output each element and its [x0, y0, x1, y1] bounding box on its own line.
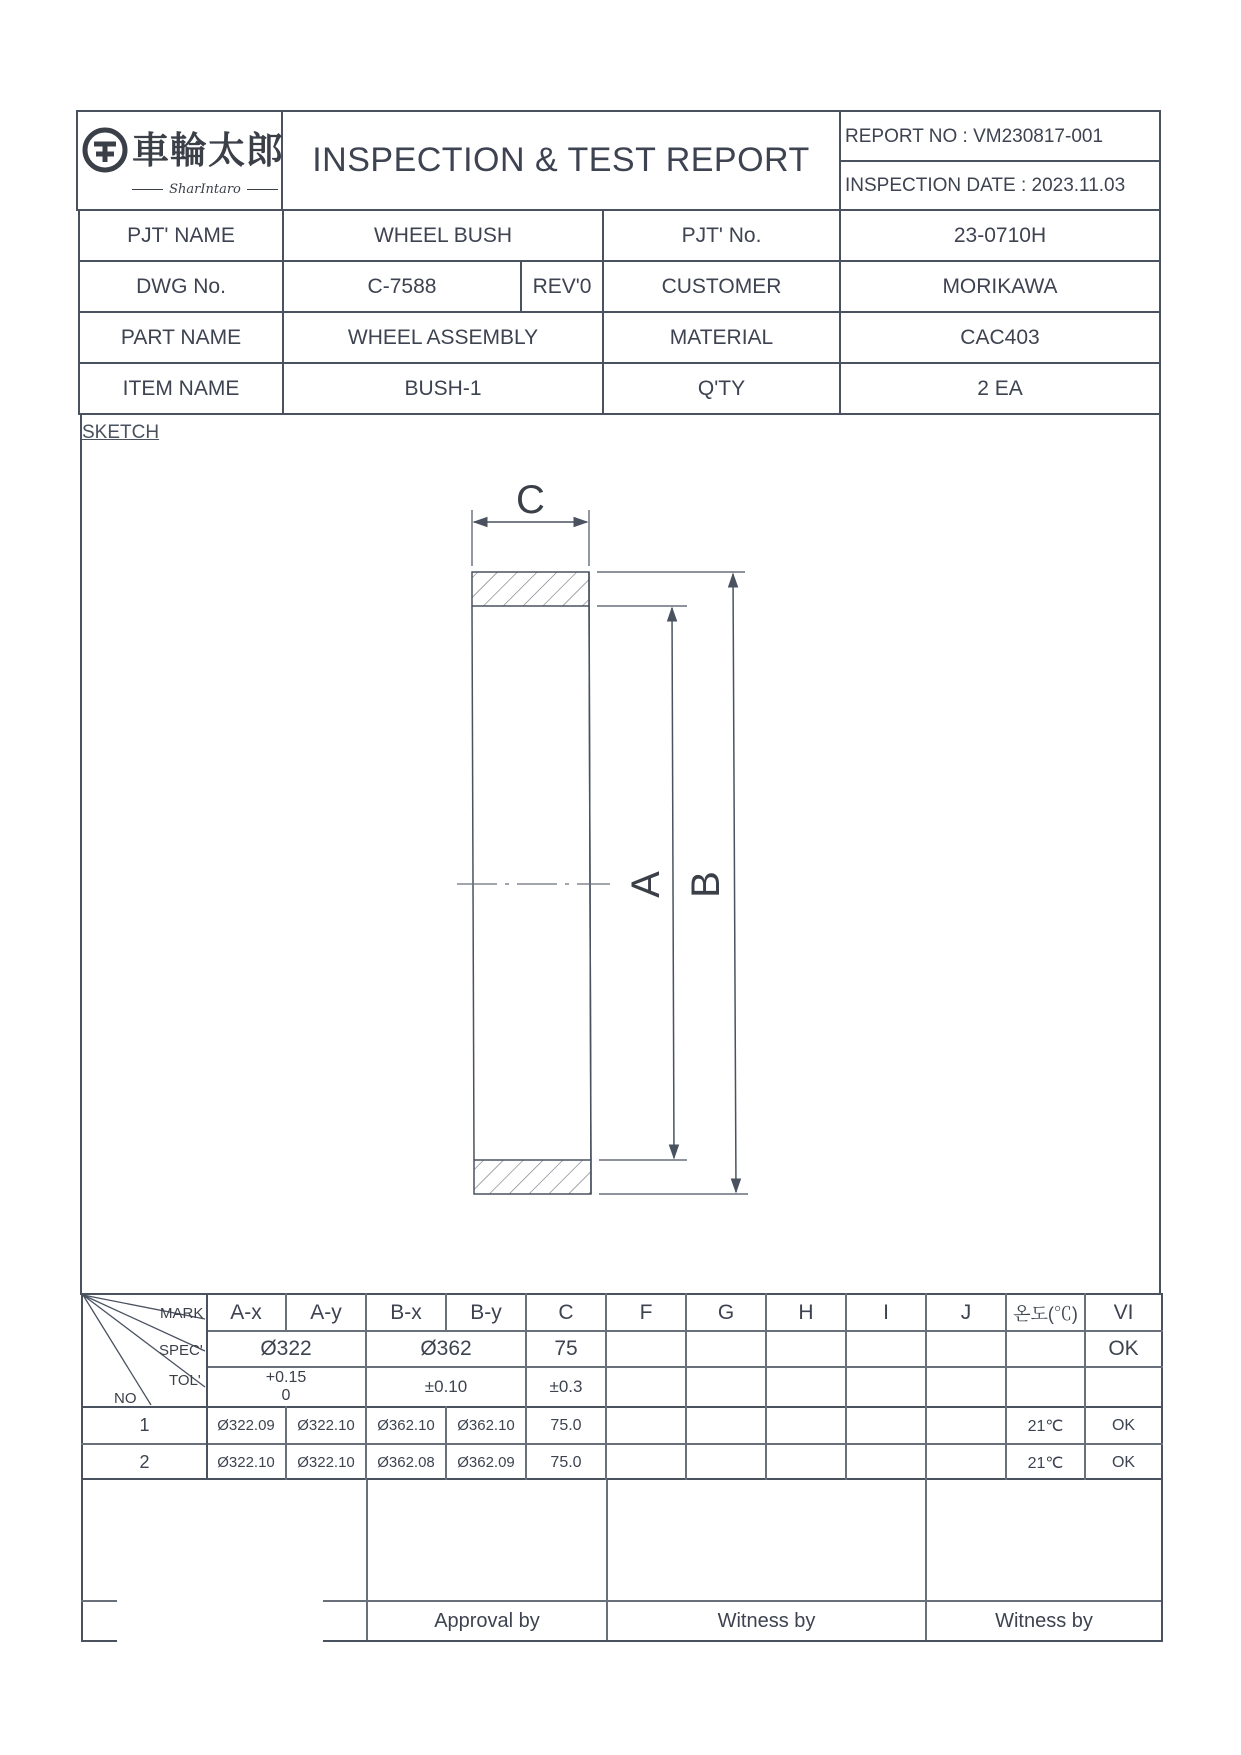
table-row-2-ay: Ø322.10: [297, 1454, 355, 1471]
table-row-2-ax: Ø322.10: [217, 1454, 275, 1471]
material-value: CAC403: [960, 325, 1040, 349]
tol-a-plus: +0.15: [265, 1369, 307, 1386]
item-name-value: BUSH-1: [404, 376, 482, 400]
col-header-by: B-y: [470, 1300, 502, 1324]
no-label: NO: [114, 1390, 137, 1407]
qty-label: Q'TY: [697, 376, 746, 400]
dim-c-label: C: [516, 478, 545, 522]
col-header-bx: B-x: [390, 1300, 422, 1324]
tol-b: ±0.10: [424, 1377, 468, 1396]
table-row-1-c: 75.0: [550, 1416, 582, 1434]
part-name-label: PART NAME: [120, 325, 242, 349]
pjt-no-value: 23-0710H: [953, 223, 1047, 247]
approval-by-label: Approval by: [434, 1609, 540, 1632]
spec-label: SPEC': [159, 1342, 203, 1359]
table-row-1-bx: Ø362.10: [377, 1417, 435, 1434]
pjt-name-label: PJT' NAME: [127, 223, 235, 247]
dim-a-line: [672, 608, 674, 1158]
witness-by-label-2: Witness by: [995, 1609, 1093, 1632]
table-row-1-by: Ø362.10: [457, 1417, 515, 1434]
table-row-2-no: 2: [139, 1452, 150, 1472]
col-header-i: I: [883, 1300, 889, 1324]
bush-wall-bottom: [474, 1160, 591, 1194]
pjt-name-value: WHEEL BUSH: [373, 223, 513, 247]
col-header-j: J: [960, 1300, 972, 1324]
col-header-c: C: [558, 1300, 574, 1324]
logo-subtext: SharIntaro: [132, 182, 278, 197]
customer-label: CUSTOMER: [661, 274, 782, 298]
qty-value: 2 EA: [977, 376, 1023, 400]
table-row-1-no: 1: [139, 1415, 150, 1435]
col-header-g: G: [717, 1300, 735, 1324]
table-row-1-ay: Ø322.10: [297, 1417, 355, 1434]
material-label: MATERIAL: [669, 325, 774, 349]
col-header-ay: A-y: [310, 1300, 342, 1324]
table-row-1-vi: OK: [1111, 1416, 1136, 1434]
table-row-2-c: 75.0: [550, 1453, 582, 1471]
customer-value: MORIKAWA: [942, 274, 1058, 298]
rev-value: REV'0: [532, 274, 592, 298]
part-name-value: WHEEL ASSEMBLY: [347, 325, 539, 349]
table-row-2-by: Ø362.09: [457, 1454, 515, 1471]
report-title: INSPECTION & TEST REPORT: [312, 141, 810, 179]
spec-vi: OK: [1108, 1337, 1139, 1360]
col-header-temp: 온도(℃): [1013, 1303, 1078, 1324]
dim-a-label: A: [623, 871, 668, 898]
mark-label: MARK: [160, 1305, 204, 1322]
tol-a: [207, 1368, 365, 1406]
item-name-label: ITEM NAME: [122, 376, 240, 400]
tol-c: ±0.3: [549, 1377, 583, 1396]
logo-text: 車輪太郎: [132, 128, 284, 172]
sketch-label: SKETCH: [82, 422, 160, 443]
table-row-2-vi: OK: [1111, 1453, 1136, 1471]
witness-by-label-1: Witness by: [717, 1609, 816, 1632]
bush-wall-top: [472, 572, 589, 606]
table-row-1-temp: 21℃: [1027, 1417, 1064, 1435]
spec-a: Ø322: [260, 1337, 312, 1360]
table-row-2-bx: Ø362.08: [377, 1454, 435, 1471]
table-row-1-ax: Ø322.09: [217, 1417, 275, 1434]
report-number: REPORT NO : VM230817-001: [845, 126, 1104, 147]
col-header-h: H: [798, 1300, 814, 1324]
dwg-no-value: C-7588: [367, 274, 437, 298]
inspection-date: INSPECTION DATE : 2023.11.03: [845, 175, 1126, 196]
col-header-ax: A-x: [230, 1300, 262, 1324]
spec-b: Ø362: [420, 1337, 472, 1360]
dim-b-label: B: [683, 871, 728, 898]
col-header-f: F: [639, 1300, 653, 1324]
dim-b-line: [733, 574, 736, 1192]
spec-c: 75: [554, 1337, 578, 1360]
table-row-2-temp: 21℃: [1027, 1454, 1064, 1472]
dwg-no-label: DWG No.: [136, 274, 226, 298]
col-header-vi: VI: [1113, 1300, 1134, 1324]
tol-a-minus: 0: [281, 1387, 291, 1404]
pjt-no-label: PJT' No.: [681, 223, 762, 247]
tol-label: TOL': [169, 1372, 201, 1389]
